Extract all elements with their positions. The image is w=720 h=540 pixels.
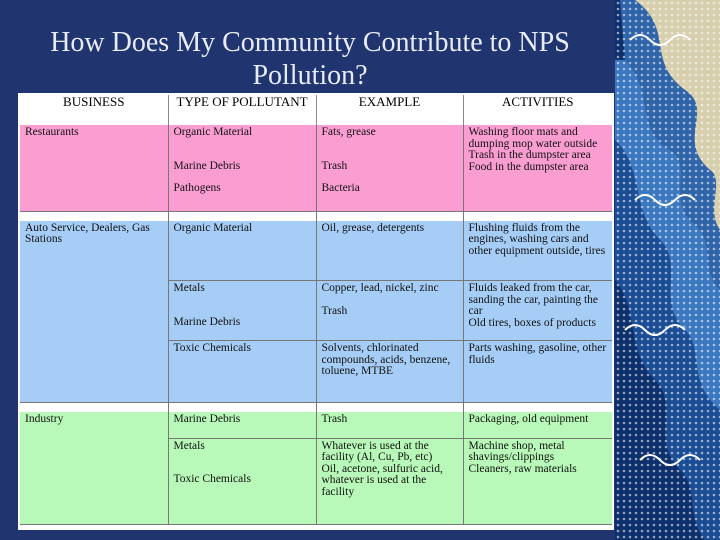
table-row	[20, 221, 612, 281]
header-example: EXAMPLE	[316, 95, 463, 125]
type-cell: Metals Toxic Chemicals	[168, 438, 316, 524]
header-type: TYPE OF POLLUTANT	[168, 95, 316, 125]
business-cell	[20, 281, 168, 341]
example-cell: Trash	[316, 412, 463, 438]
business-cell: Restaurants	[20, 125, 168, 211]
business-cell: Industry	[20, 412, 168, 438]
business-cell	[20, 438, 168, 524]
table-row	[20, 341, 612, 403]
example-cell: Copper, lead, nickel, zinc Trash	[316, 281, 463, 341]
example-cell: Whatever is used at the facility (Al, Cu, Pb, etc) Oil, acetone, sulfuric acid, whatever is used at the facility	[316, 438, 463, 524]
slide-title: How Does My Community Contribute to NPS Pollution?	[50, 27, 570, 91]
table-row	[20, 438, 612, 524]
activities-cell: Washing floor mats and dumping mop water outside Trash in the dumpster area Food in the dumpster area	[463, 125, 612, 211]
pollution-table	[20, 95, 612, 525]
activities-cell: Parts washing, gasoline, other fluids	[463, 341, 612, 403]
header-activities: ACTIVITIES	[463, 95, 612, 125]
table-header-row	[20, 95, 612, 125]
example-cell: Solvents, chlorinated compounds, acids, benzene, toluene, MTBE	[316, 341, 463, 403]
activities-cell: Packaging, old equipment	[463, 412, 612, 438]
activities-cell: Machine shop, metal shavings/clippings Cleaners, raw materials	[463, 438, 612, 524]
example-cell: Oil, grease, detergents	[316, 221, 463, 281]
example-cell: Fats, grease Trash Bacteria	[316, 125, 463, 211]
business-cell	[20, 341, 168, 403]
type-cell: Marine Debris	[168, 412, 316, 438]
table-row	[20, 125, 612, 211]
table-row	[20, 412, 612, 438]
type-cell: Toxic Chemicals	[168, 341, 316, 403]
table-row	[20, 281, 612, 341]
business-cell: Auto Service, Dealers, Gas Stations	[20, 221, 168, 281]
activities-cell: Flushing fluids from the engines, washing cars and other equipment outside, tires	[463, 221, 612, 281]
type-cell: Organic Material Marine Debris Pathogens	[168, 125, 316, 211]
type-cell: Metals Marine Debris	[168, 281, 316, 341]
header-business: BUSINESS	[20, 95, 168, 125]
wave-decoration	[615, 0, 720, 540]
pollution-table-sheet	[18, 93, 614, 530]
type-cell: Organic Material	[168, 221, 316, 281]
activities-cell: Fluids leaked from the car, sanding the car, painting the car Old tires, boxes of products	[463, 281, 612, 341]
